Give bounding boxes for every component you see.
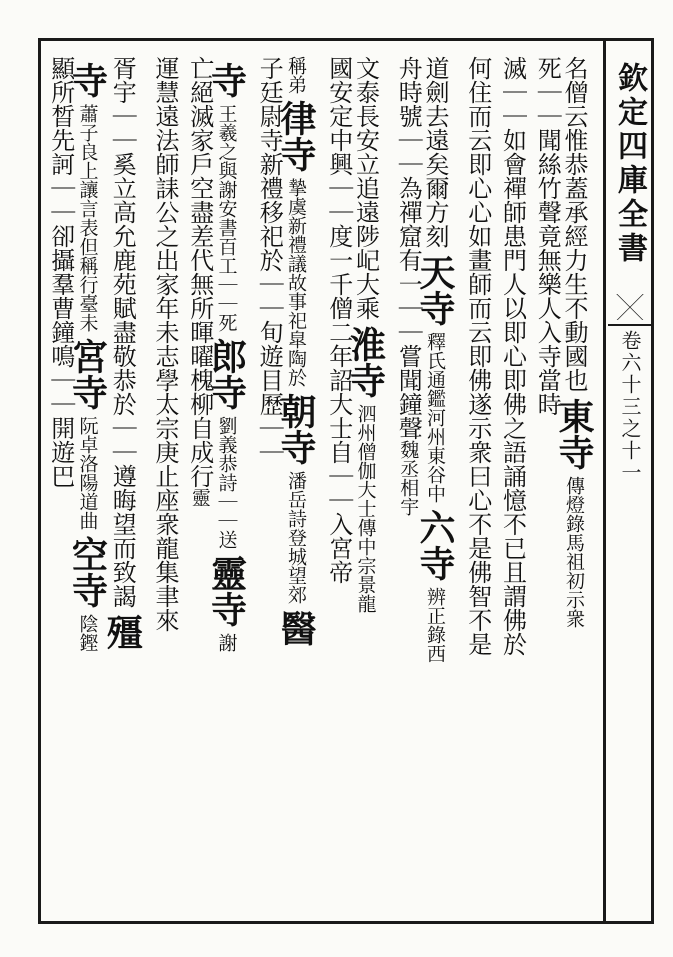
column-text: 亡絕滅家戶空盡差代無所 [185,56,214,320]
text-column [553,56,600,914]
column-text: 陰鏗 [76,614,99,652]
text-column [205,56,253,914]
column-text: 道劍去遠矣爾方刻 [421,56,449,248]
column-text: 傳燈錄馬祖初示衆 [563,476,585,628]
heading-word: 淮寺 [344,326,387,398]
column-text: 泗州僧伽大士傳中宗景龍 [354,404,377,613]
heading-word: 殭 [101,614,144,650]
text-column [185,56,218,914]
column-text: 釋氏通鑑河州東谷中 [424,332,446,503]
column-text: 死｜｜聞絲竹聲竟無樂人入寺當時 [533,56,562,416]
heading-word: 律寺 [275,100,317,172]
column-text: 劉義恭詩｜｜送 [215,416,238,549]
heading-word: 朝寺 [275,393,317,465]
column-text: 名僧云惟恭蓋承經力生不動國也 [560,56,588,392]
heading-word: 天寺 [414,254,456,326]
column-text: 魏丞相宇 [397,440,420,516]
column-text: 子 [255,56,284,80]
heading-word: 郎寺 [205,338,248,410]
volume-label: 卷六十三之十一 [618,330,642,484]
column-text: 國安定中興｜｜度一千僧 [324,56,353,320]
text-column [344,56,392,914]
column-text: 潘岳詩登城望郊 [285,471,307,604]
heading-word: 寺 [205,62,248,98]
text-column [324,56,357,914]
column-text: 王羲之與謝安書百工｜｜死 [215,104,238,332]
fish-tail-ornament [608,290,652,326]
column-text: 胥宇｜｜奚立高允鹿苑賦盡敬恭於｜｜遵晦望而致謁 [108,56,137,608]
column-text: 謝 [215,633,238,652]
text-column [414,56,461,914]
column-text: 滅｜｜如會禪師患門人以即心即佛之語誦憶不已且謂佛於 [498,56,527,656]
heading-word: 醫 [275,610,317,646]
text-column [498,56,531,914]
column-text: 廷尉寺新禮移祀於｜｜ [255,80,284,320]
heading-word: 東寺 [553,398,595,470]
column-text: 顯所晳先訶｜｜卻攝羣曹 [46,56,75,320]
text-column [394,56,427,914]
heading-word: 宮寺 [66,338,109,410]
column-text: 文泰長安立追遠陟屺大乘 [351,56,380,320]
heading-word: 寺 [66,62,109,98]
heading-word: 靈寺 [205,555,248,627]
heading-word: 空寺 [66,536,109,608]
header-title: 欽定四庫全書 [612,62,647,266]
heading-word: 六寺 [414,509,456,581]
column-text: 蕭子良上讓言表但稱行臺未 [76,104,99,332]
text-column [101,56,149,914]
text-column [150,56,183,914]
column-text: 辨正錄西 [424,587,446,663]
column-text: 旬遊目歷｜｜ [255,320,284,464]
column-text: 鐘鳴｜｜開 [46,320,75,440]
text-column [533,56,566,914]
column-text: 舟時號｜｜為禪窟 [394,56,423,248]
text-column [66,56,114,914]
column-text: 運慧遠法師誄公之出家年未志學太宗庚止座衆龍集聿來 [151,56,179,632]
column-text: 阮卓洛陽道曲 [76,416,99,530]
column-text: 暉曜槐柳自成行 [185,320,214,488]
column-text: 稱弟 [285,56,307,94]
text-column [463,56,496,914]
column-text: 何住而云即心心如畫師而云即佛遂示衆曰心不是佛智不是 [463,56,492,656]
column-text: 遊巴 [46,440,75,488]
column-text: 摯虞新禮議故事祀皐陶於 [285,178,307,387]
column-text: 有一｜｜嘗聞鐘聲 [394,248,423,440]
text-column [46,56,79,914]
column-text: 靈 [188,488,211,507]
column-text: 二年詔大士自｜｜入宮帝 [324,320,353,584]
text-column [275,56,322,914]
text-column [255,56,288,914]
